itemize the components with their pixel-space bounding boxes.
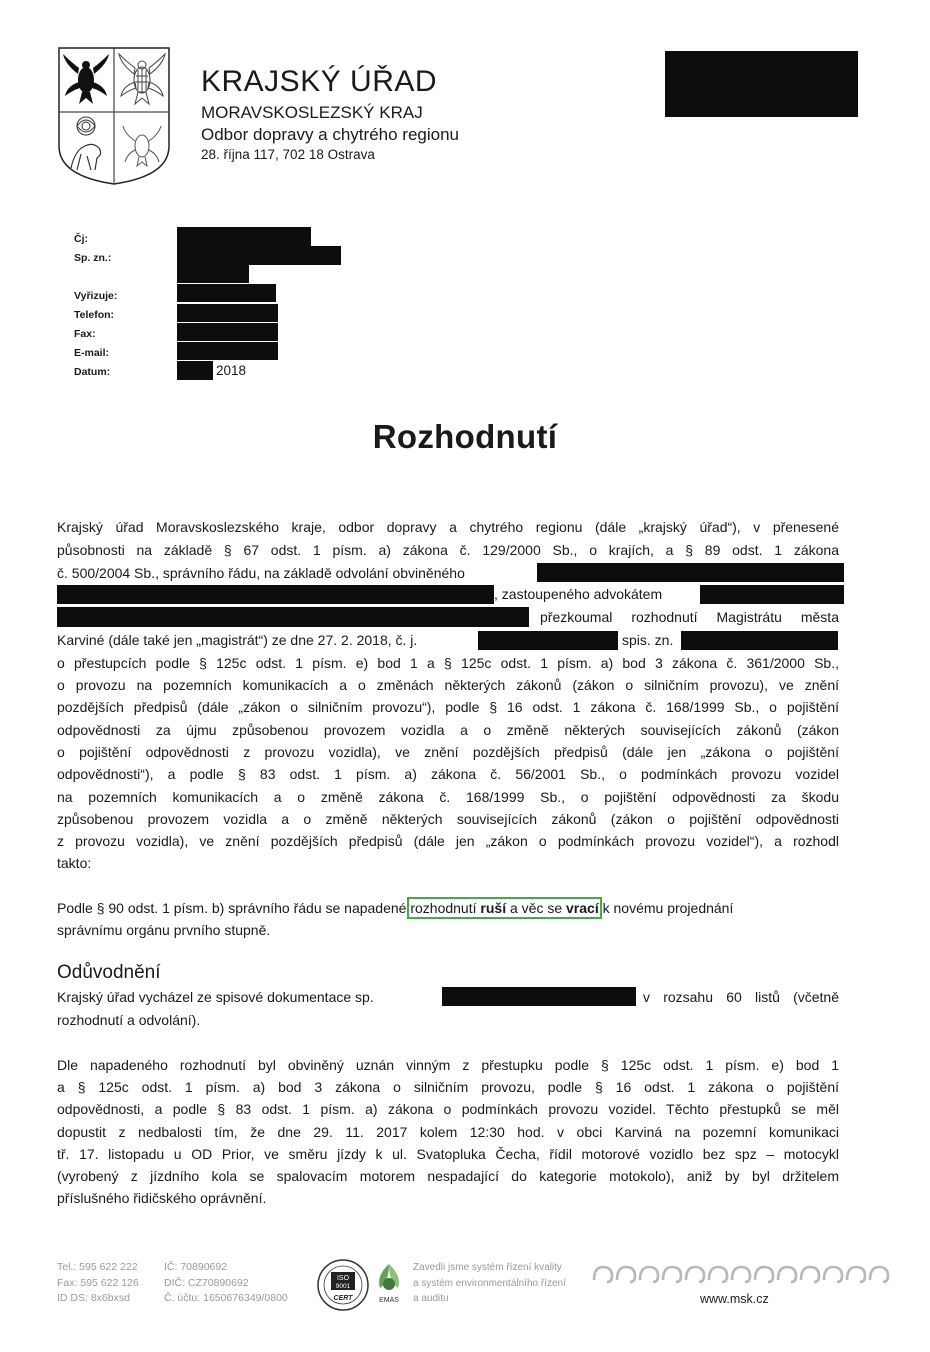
redacted-sp-zn-2 bbox=[177, 265, 249, 283]
redacted-addressee bbox=[665, 51, 858, 117]
footer-website-link[interactable]: www.msk.cz bbox=[700, 1292, 769, 1306]
cert-brand: CERT bbox=[333, 1295, 353, 1302]
meta-vyrizuje-label: Vyřizuje: bbox=[74, 290, 118, 302]
reasoning-p1-line-1-pre: Krajský úřad vycházel ze spisové dokumentace sp. bbox=[57, 989, 374, 1005]
iso-cert-logo bbox=[316, 1258, 370, 1312]
verdict-hl-d: vrací bbox=[566, 900, 599, 916]
reasoning-p2-line-1: Dle napadeného rozhodnutí byl obviněný uznán vinným z přestupku podle § 125c odst. 1 písm. e) bod 1 bbox=[57, 1057, 839, 1073]
intro-line-6b: spis. zn. bbox=[622, 632, 674, 648]
footer-cert-text bbox=[413, 1260, 566, 1307]
intro-line-5: přezkoumal rozhodnutí Magistrátu města bbox=[540, 609, 839, 625]
footer-ic: IČ: 70890692 bbox=[164, 1261, 228, 1273]
intro-line-13: na pozemních komunikacích a o změně zákona č. 168/1999 Sb., o pojištění odpovědnosti za škodu bbox=[57, 789, 839, 805]
reasoning-p2-line-3: odpovědnosti, a podle § 83 odst. 1 písm. a) zákona o podmínkách provozu vozidel. Těchto přestupků se měl bbox=[57, 1101, 839, 1117]
document-title: Rozhodnutí bbox=[372, 418, 558, 455]
intro-line-4: , zastoupeného advokátem bbox=[494, 586, 663, 602]
footer-ucet: Č. účtu: 1650676349/0800 bbox=[164, 1292, 288, 1304]
intro-line-9: pozdějších předpisů (dále „zákon o silničním provozu“), podle § 16 odst. 1 zákona č. 168/1999 Sb., o pojištění bbox=[57, 699, 839, 715]
verdict-line-1 bbox=[57, 898, 839, 920]
intro-line-15: z provozu vozidla), ve znění pozdějších předpisů (dále jen „zákon o podmínkách provozu vozidel“), a rozhodl bbox=[57, 833, 839, 849]
intro-line-10: odpovědnosti za újmu způsobenou provozem vozidla a o změně některých souvisejících zákonů (zákon bbox=[57, 722, 839, 738]
verdict-hl-b: ruší bbox=[480, 900, 507, 916]
org-region: MORAVSKOSLEZSKÝ KRAJ bbox=[201, 103, 423, 122]
meta-email-label: E-mail: bbox=[74, 347, 110, 359]
org-department: Odbor dopravy a chytrého regionu bbox=[201, 125, 459, 144]
redacted-telefon bbox=[177, 304, 278, 322]
footer-contacts bbox=[57, 1260, 139, 1307]
footer-cert-line-2: a systém environmentálního řízení bbox=[413, 1277, 566, 1289]
redacted-defendant bbox=[537, 563, 844, 582]
intro-line-12: odpovědnosti“), a podle § 83 odst. 1 písm. a) zákona č. 56/2001 Sb., o podmínkách provozu vozidel bbox=[57, 766, 839, 782]
meta-sp-zn-label: Sp. zn.: bbox=[74, 252, 112, 264]
redacted-cj bbox=[177, 227, 311, 246]
coat-of-arms-logo bbox=[57, 46, 171, 186]
reasoning-p2-line-7: příslušného řidičského oprávnění. bbox=[57, 1190, 267, 1206]
emas-text: EMAS bbox=[379, 1297, 399, 1304]
redacted-lawyer bbox=[700, 585, 844, 604]
redacted-spis-zn bbox=[681, 631, 838, 650]
verdict-line-2: správnímu orgánu prvního stupně. bbox=[57, 922, 271, 938]
footer-cert-line-1: Zavedli jsme systém řízení kvality bbox=[413, 1262, 562, 1273]
reasoning-p1-line-1-post: v rozsahu 60 listů (včetně bbox=[643, 989, 839, 1005]
intro-line-8: o provozu na pozemních komunikacích a o změnách některých zákonů (zákon o silničním provozu), ve znění bbox=[57, 677, 839, 693]
footer-cert-line-3: a auditu bbox=[413, 1293, 449, 1304]
intro-line-7: o přestupcích podle § 125c odst. 1 písm. e) bod 1 a § 125c odst. 1 písm. a) bod 3 zákona č. 361/2000 Sb., bbox=[57, 655, 839, 671]
redacted-datum bbox=[177, 361, 213, 380]
reasoning-p2-line-4: dopustit z nedbalosti tím, že dne 29. 11. 2017 kolem 12:30 hod. v obci Karviná na pozemní komunikaci bbox=[57, 1124, 839, 1140]
iso-text: ISO bbox=[336, 1275, 350, 1282]
intro-line-16: takto: bbox=[57, 855, 92, 871]
redacted-fax bbox=[177, 323, 278, 341]
msk-chain-logo bbox=[590, 1262, 896, 1286]
intro-line-1: Krajský úřad Moravskoslezského kraje, odbor dopravy a chytrého regionu (dále „krajský úřad“), v přenesené bbox=[57, 519, 839, 535]
iso-number: 9001 bbox=[335, 1283, 351, 1290]
meta-datum-label: Datum: bbox=[74, 366, 111, 378]
footer-ids-block bbox=[164, 1260, 288, 1307]
redacted-vyrizuje bbox=[177, 284, 276, 302]
footer-fax: Fax: 595 622 126 bbox=[57, 1276, 139, 1289]
redacted-email bbox=[177, 342, 278, 360]
intro-line-6: Karviné (dále také jen „magistrát“) ze dne 27. 2. 2018, č. j. bbox=[57, 632, 418, 648]
intro-line-3: č. 500/2004 Sb., správního řádu, na základě odvolání obviněného bbox=[57, 565, 465, 581]
org-title: KRAJSKÝ ÚŘAD bbox=[201, 65, 438, 98]
reasoning-heading: Odůvodnění bbox=[57, 962, 161, 983]
reasoning-p2-line-5: tř. 17. listopadu u OD Prior, ve směru jízdy k ul. Svatopluka Čecha, řídil motorové vozidlo bez spz – motocykl bbox=[57, 1146, 839, 1162]
redacted-defendant-2 bbox=[57, 585, 494, 604]
verdict-highlight bbox=[410, 900, 598, 916]
emas-logo bbox=[372, 1260, 406, 1306]
verdict-hl-a: rozhodnutí bbox=[410, 900, 477, 916]
verdict-hl-c: a věc se bbox=[509, 900, 563, 916]
verdict-post: k novému projednání bbox=[602, 900, 734, 916]
footer-ids: ID DS: 8x6bxsd bbox=[57, 1292, 130, 1304]
intro-line-14: způsobenou provozem vozidla a o změně některých souvisejících zákonů (zákon o pojištění odpovědnosti bbox=[57, 811, 839, 827]
meta-telefon-label: Telefon: bbox=[74, 309, 115, 321]
redacted-sp-zn bbox=[177, 246, 341, 265]
verdict-pre: Podle § 90 odst. 1 písm. b) správního řádu se napadené bbox=[57, 900, 407, 916]
redacted-spis bbox=[442, 987, 636, 1006]
redacted-lawyer-2 bbox=[57, 607, 529, 627]
meta-fax-label: Fax: bbox=[74, 328, 96, 340]
intro-line-2: působnosti na základě § 67 odst. 1 písm. a) zákona č. 129/2000 Sb., o krajích, a § 89 odst. 1 zákona bbox=[57, 542, 839, 558]
reasoning-p2-line-2: a § 125c odst. 1 písm. a) bod 3 zákona o silničním provozu, podle § 16 odst. 1 zákona o pojištění bbox=[57, 1079, 839, 1095]
org-address: 28. října 117, 702 18 Ostrava bbox=[201, 147, 375, 162]
footer-tel: Tel.: 595 622 222 bbox=[57, 1261, 138, 1273]
meta-datum-year: 2018 bbox=[216, 363, 247, 378]
meta-cj-label: Čj: bbox=[74, 233, 88, 245]
reasoning-p2-line-6: (vyrobený z jízdního kola se spalovacím motorem nespadající do kategorie motokolo), aniž by byl držitelem bbox=[57, 1168, 839, 1184]
intro-line-11: o pojištění odpovědnosti z provozu vozidla), ve znění pozdějších předpisů (dále jen „zákona o pojištění bbox=[57, 744, 839, 760]
redacted-cj-magistrat bbox=[478, 631, 618, 650]
reasoning-p1-line-2: rozhodnutí a odvolání). bbox=[57, 1012, 201, 1028]
footer-dic: DIČ: CZ70890692 bbox=[164, 1276, 249, 1289]
